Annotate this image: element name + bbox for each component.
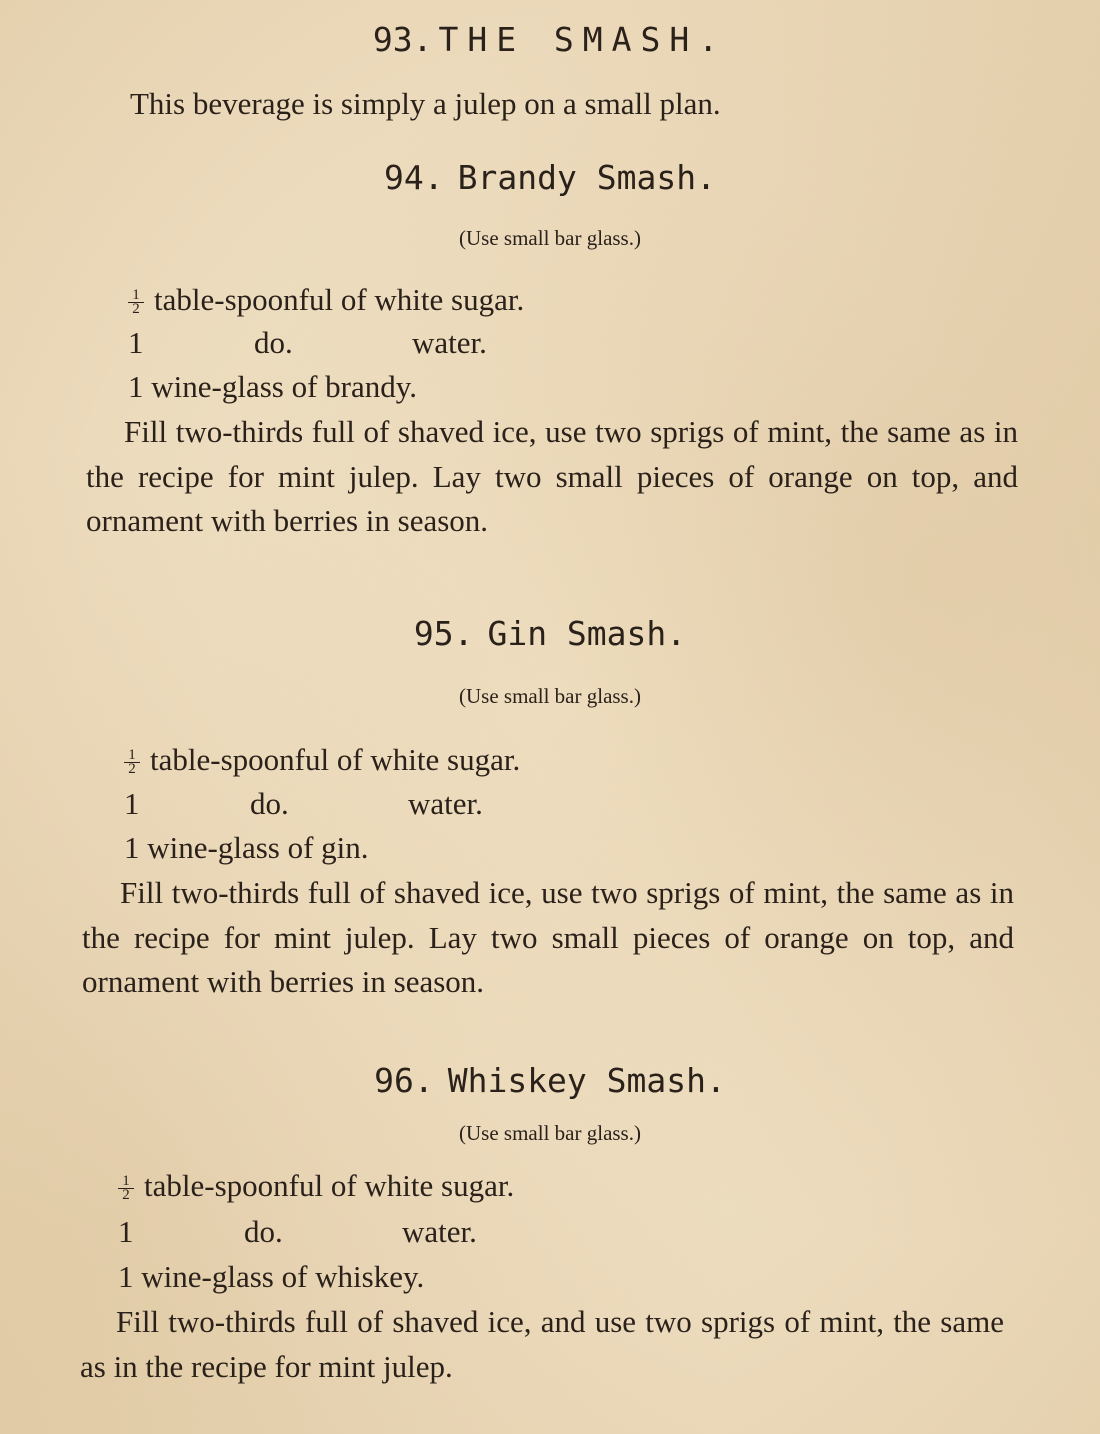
recipe-instructions: Fill two-thirds full of shaved ice, and use two sprigs of mint, the same as in the recipe for mint julep. [80, 1304, 1004, 1384]
ingredient-water: 1 do. water. [118, 1214, 477, 1249]
recipe-number: 95. [413, 614, 474, 653]
ingredient-spirit: 1 wine-glass of brandy. [128, 369, 417, 404]
section-heading-93 [0, 20, 1100, 60]
recipe-number: 94. [384, 158, 444, 197]
recipe-title: Brandy Smash. [457, 158, 716, 197]
recipe-heading-96 [0, 1061, 1100, 1101]
recipe-instructions: Fill two-thirds full of shaved ice, use two sprigs of mint, the same as in the recipe for mint julep. Lay two small pieces of orange on top, and ornament with berries in season. [82, 875, 1014, 999]
glass-note: (Use small bar glass.) [459, 684, 641, 708]
ingredient-spirit: 1 wine-glass of whiskey. [118, 1259, 425, 1294]
glass-note: (Use small bar glass.) [459, 1121, 641, 1145]
ingredient-spirit: 1 wine-glass of gin. [124, 830, 369, 865]
glass-note: (Use small bar glass.) [459, 226, 641, 250]
ingredient-sugar: $\frac{1}{2}$ table-spoonful of white sugar. [128, 280, 524, 320]
ingredient-sugar: $\frac{1}{2}$ table-spoonful of white sugar. [124, 740, 520, 780]
half-fraction: $\frac{1}{2}$ [118, 1175, 134, 1202]
ingredient-water: 1 do. water. [128, 325, 487, 360]
recipe-instructions: Fill two-thirds full of shaved ice, use two sprigs of mint, the same as in the recipe for mint julep. Lay two small pieces of orange on top, and ornament with berries in season. [86, 414, 1018, 538]
recipe-heading-94 [0, 158, 1100, 198]
half-fraction: $\frac{1}{2}$ [124, 749, 140, 776]
recipe-title: Whiskey Smash. [447, 1061, 726, 1100]
recipe-title: Gin Smash. [487, 614, 687, 653]
section-number: 93. [372, 20, 433, 59]
intro-text: This beverage is simply a julep on a small plan. [130, 86, 721, 121]
recipe-heading-95 [0, 614, 1100, 654]
section-title: THE SMASH. [438, 20, 728, 59]
half-fraction: $\frac{1}{2}$ [128, 289, 144, 316]
ingredient-water: 1 do. water. [124, 786, 483, 821]
ingredient-sugar: $\frac{1}{2}$ table-spoonful of white sugar. [118, 1166, 514, 1206]
recipe-number: 96. [374, 1061, 434, 1100]
